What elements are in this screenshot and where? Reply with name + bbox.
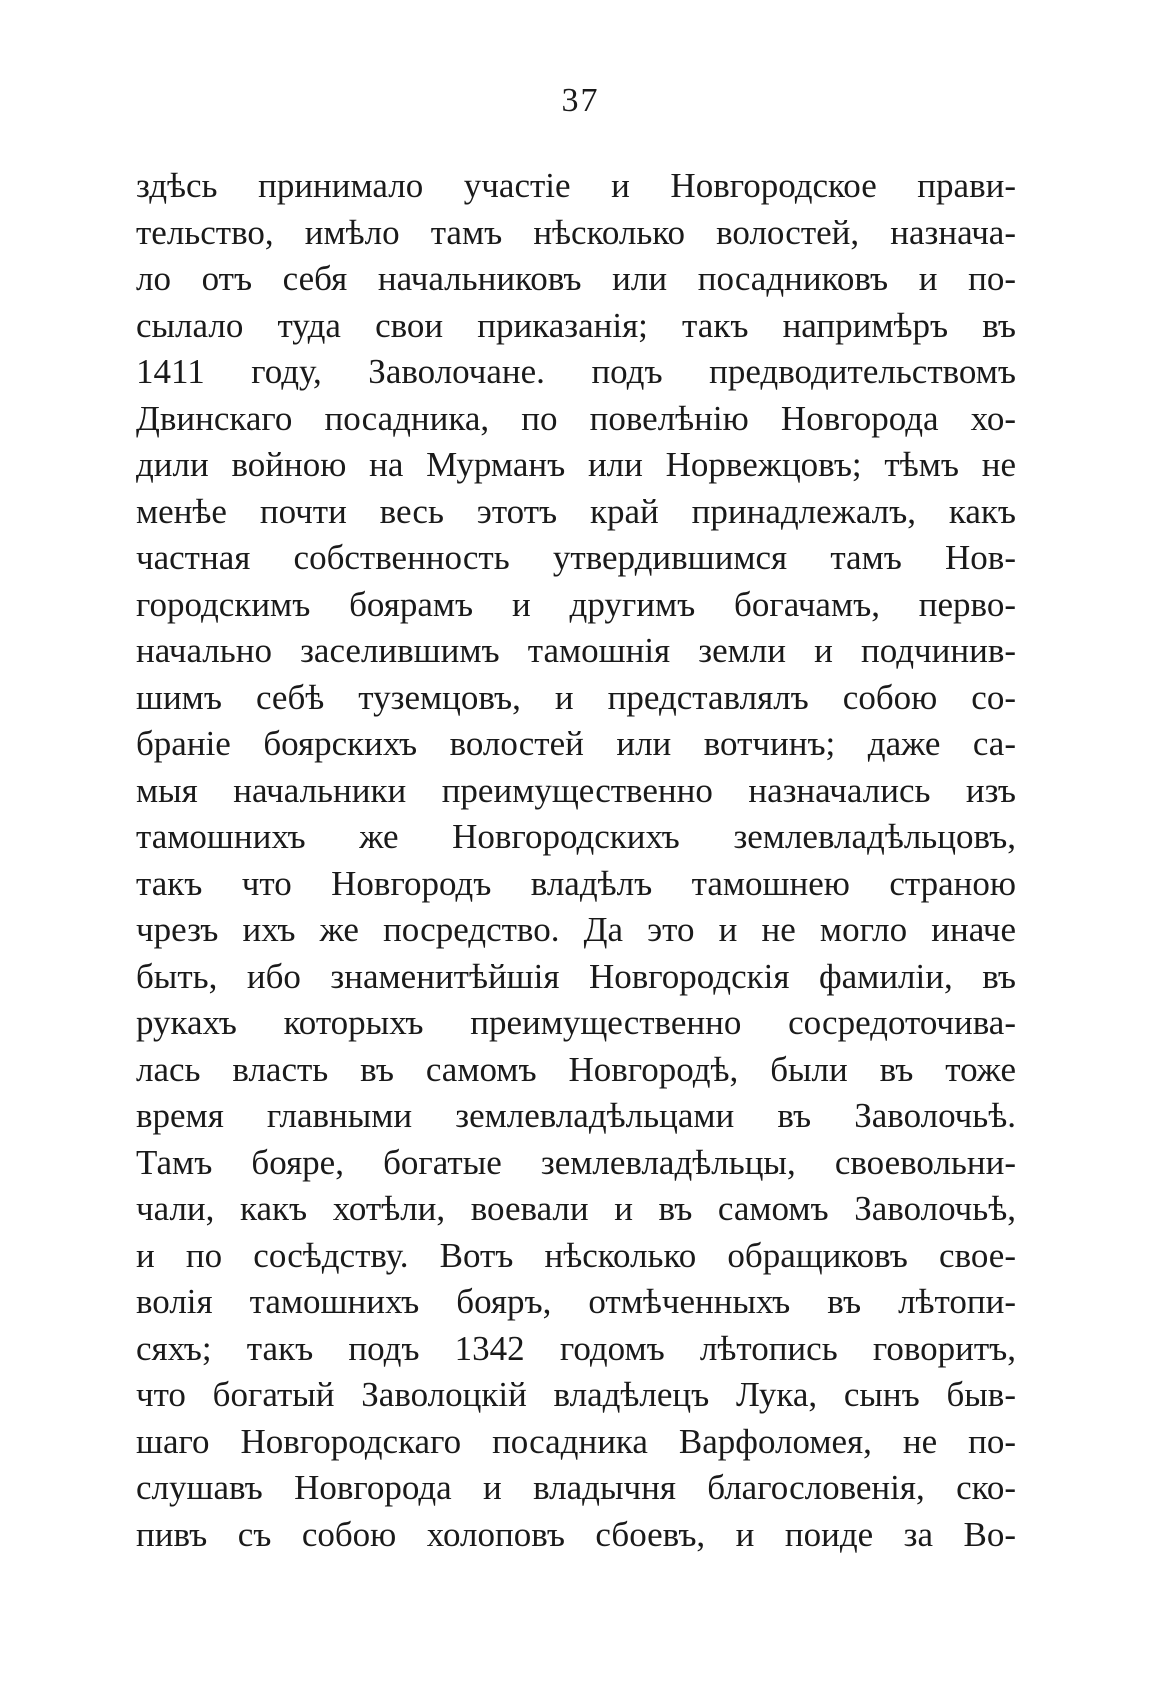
page-number: 37 xyxy=(561,82,600,119)
text-line: сылало туда свои приказанія; такъ напримѣръ въ xyxy=(136,305,1016,345)
text-line: слушавъ Новгорода и владычня благословенія, ско- xyxy=(136,1468,1016,1507)
text-line: Двинскаго посадника, по повелѣнію Новгорода хо- xyxy=(136,398,1016,438)
text-line: тамошнихъ же Новгородскихъ землевладѣльцовъ, xyxy=(136,817,1016,856)
text-line: шаго Новгородскаго посадника Варфоломея, не по- xyxy=(136,1421,1016,1461)
text-line: здѣсь принимало участіе и Новгородское прави- xyxy=(136,166,1016,205)
text-line: тельство, имѣло тамъ нѣсколько волостей, назнача- xyxy=(136,212,1016,252)
text-line: ло отъ себя начальниковъ или посадниковъ и по- xyxy=(136,259,1016,298)
text-line: такъ что Новгородъ владѣлъ тамошнею страною xyxy=(136,863,1016,903)
text-line: чрезъ ихъ же посредство. Да это и не могло иначе xyxy=(136,910,1016,949)
text-line: дили войною на Мурманъ или Норвежцовъ; тѣмъ не xyxy=(136,445,1016,484)
text-line: городскимъ боярамъ и другимъ богачамъ, перво- xyxy=(136,584,1016,624)
text-line: быть, ибо знаменитѣйшія Новгородскія фамиліи, въ xyxy=(136,956,1016,996)
text-line: волія тамошнихъ бояръ, отмѣченныхъ въ лѣтопи- xyxy=(136,1282,1016,1321)
text-line: браніе боярскихъ волостей или вотчинъ; даже са- xyxy=(136,724,1016,763)
text-line: мыя начальники преимущественно назначались изъ xyxy=(136,770,1016,810)
text-line: время главными землевладѣльцами въ Заволочьѣ. xyxy=(136,1096,1016,1135)
text-line: лась власть въ самомъ Новгородѣ, были въ тоже xyxy=(136,1049,1016,1089)
text-line: частная собственность утвердившимся тамъ Нов- xyxy=(136,538,1016,577)
text-line: сяхъ; такъ подъ 1342 годомъ лѣтопись говоритъ, xyxy=(136,1328,1016,1368)
body-text xyxy=(136,163,1016,1558)
text-line: 1411 году, Заволочане. подъ предводительствомъ xyxy=(136,352,1016,391)
text-line: рукахъ которыхъ преимущественно сосредоточива- xyxy=(136,1003,1016,1042)
text-line: менѣе почти весь этотъ край принадлежалъ, какъ xyxy=(136,491,1016,531)
text-line: шимъ себѣ туземцовъ, и представлялъ собою со- xyxy=(136,677,1016,717)
text-line: пивъ съ собою холоповъ сбоевъ, и поиде за Во- xyxy=(136,1514,1016,1554)
text-line: и по сосѣдству. Вотъ нѣсколько обращиковъ свое- xyxy=(136,1235,1016,1275)
text-line: Тамъ бояре, богатые землевладѣльцы, своевольни- xyxy=(136,1142,1016,1182)
text-line: чали, какъ хотѣли, воевали и въ самомъ Заволочьѣ, xyxy=(136,1189,1016,1228)
text-line: начально заселившимъ тамошнія земли и подчинив- xyxy=(136,631,1016,670)
text-line: что богатый Заволоцкій владѣлецъ Лука, сынъ быв- xyxy=(136,1375,1016,1414)
